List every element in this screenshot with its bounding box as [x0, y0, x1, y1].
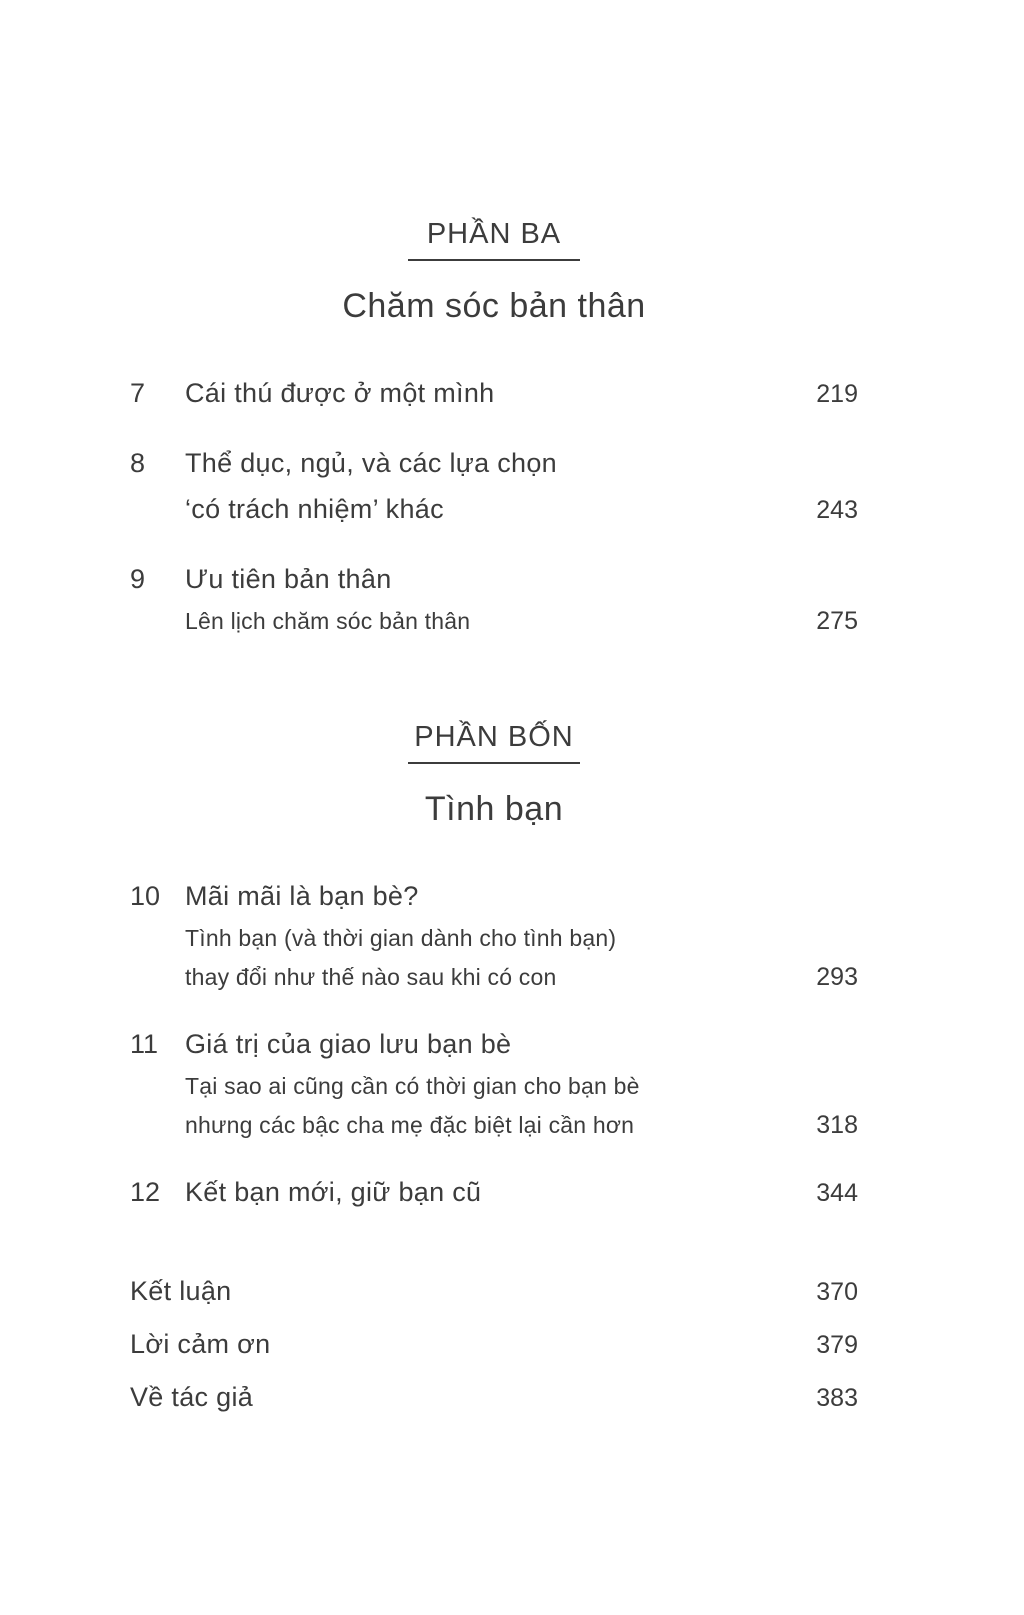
chapter-entry-line	[130, 486, 858, 532]
chapter-entry-line	[130, 556, 858, 602]
chapter-number: 10	[130, 881, 161, 911]
page-number: 344	[816, 1179, 858, 1207]
chapter-entry-line	[130, 873, 858, 919]
chapter-entry-line	[130, 602, 858, 641]
toc-sections	[130, 218, 858, 1215]
chapter-entry	[130, 440, 858, 532]
back-matter-row	[130, 1320, 858, 1368]
part-heading: PHẦN BA	[426, 218, 562, 250]
back-matter-title: Về tác giả	[130, 1382, 254, 1412]
page-number: 318	[816, 1111, 858, 1139]
chapter-title-line: nhưng các bậc cha mẹ đặc biệt lại cần hơn	[185, 1112, 635, 1138]
page-number: 275	[816, 607, 858, 635]
back-matter-title: Lời cảm ơn	[130, 1329, 271, 1359]
chapter-entry-line	[130, 370, 858, 416]
chapter-number: 12	[130, 1177, 161, 1207]
chapter-number: 9	[130, 564, 146, 594]
back-matter-row	[130, 1373, 858, 1421]
chapter-entry-line	[130, 958, 858, 997]
chapter-title-line: Ưu tiên bản thân	[185, 564, 392, 594]
chapter-title-line: Tình bạn (và thời gian dành cho tình bạn)	[185, 925, 617, 951]
part-heading-block	[130, 218, 858, 261]
chapter-entry-line	[130, 440, 858, 486]
part-heading: PHẦN BỐN	[414, 721, 574, 753]
chapter-entry	[130, 873, 858, 997]
part-heading-underline	[408, 762, 580, 764]
toc-section	[130, 721, 858, 1215]
chapter-title-line: Thể dục, ngủ, và các lựa chọn	[185, 448, 557, 478]
chapter-entry-line	[130, 1106, 858, 1145]
page-number: 219	[816, 380, 858, 408]
back-matter-title: Kết luận	[130, 1276, 232, 1306]
part-heading-block	[130, 721, 858, 764]
chapter-title-line: Mãi mãi là bạn bè?	[185, 881, 419, 911]
chapter-number: 7	[130, 378, 146, 408]
chapter-entries	[130, 873, 858, 1215]
chapter-number: 11	[130, 1029, 159, 1059]
chapter-title-line: ‘có trách nhiệm’ khác	[185, 494, 444, 524]
chapter-entry	[130, 1169, 858, 1215]
page-number: 243	[816, 496, 858, 524]
part-title: Tình bạn	[424, 790, 564, 828]
toc-section	[130, 218, 858, 641]
chapter-entry	[130, 556, 858, 641]
chapter-entry	[130, 1021, 858, 1145]
chapter-entry	[130, 370, 858, 416]
page-number: 379	[816, 1331, 858, 1359]
chapter-entries	[130, 370, 858, 641]
chapter-title-line: Kết bạn mới, giữ bạn cũ	[185, 1177, 482, 1207]
page-number: 293	[816, 963, 858, 991]
back-matter-row	[130, 1267, 858, 1315]
chapter-entry-line	[130, 1021, 858, 1067]
page-number: 370	[816, 1278, 858, 1306]
chapter-title-line: thay đổi như thế nào sau khi có con	[185, 964, 557, 990]
chapter-entry-line	[130, 919, 858, 958]
chapter-title-line: Cái thú được ở một mình	[185, 378, 495, 408]
part-title: Chăm sóc bản thân	[342, 287, 646, 325]
chapter-title-line: Tại sao ai cũng cần có thời gian cho bạn bè	[185, 1073, 640, 1099]
chapter-number: 8	[130, 448, 146, 478]
chapter-entry-line	[130, 1067, 858, 1106]
chapter-entry-line	[130, 1169, 858, 1215]
part-heading-underline	[408, 259, 580, 261]
page-number: 383	[816, 1384, 858, 1412]
chapter-title-line: Giá trị của giao lưu bạn bè	[185, 1029, 512, 1059]
chapter-title-line: Lên lịch chăm sóc bản thân	[185, 608, 471, 634]
toc-back-matter	[130, 1267, 858, 1421]
